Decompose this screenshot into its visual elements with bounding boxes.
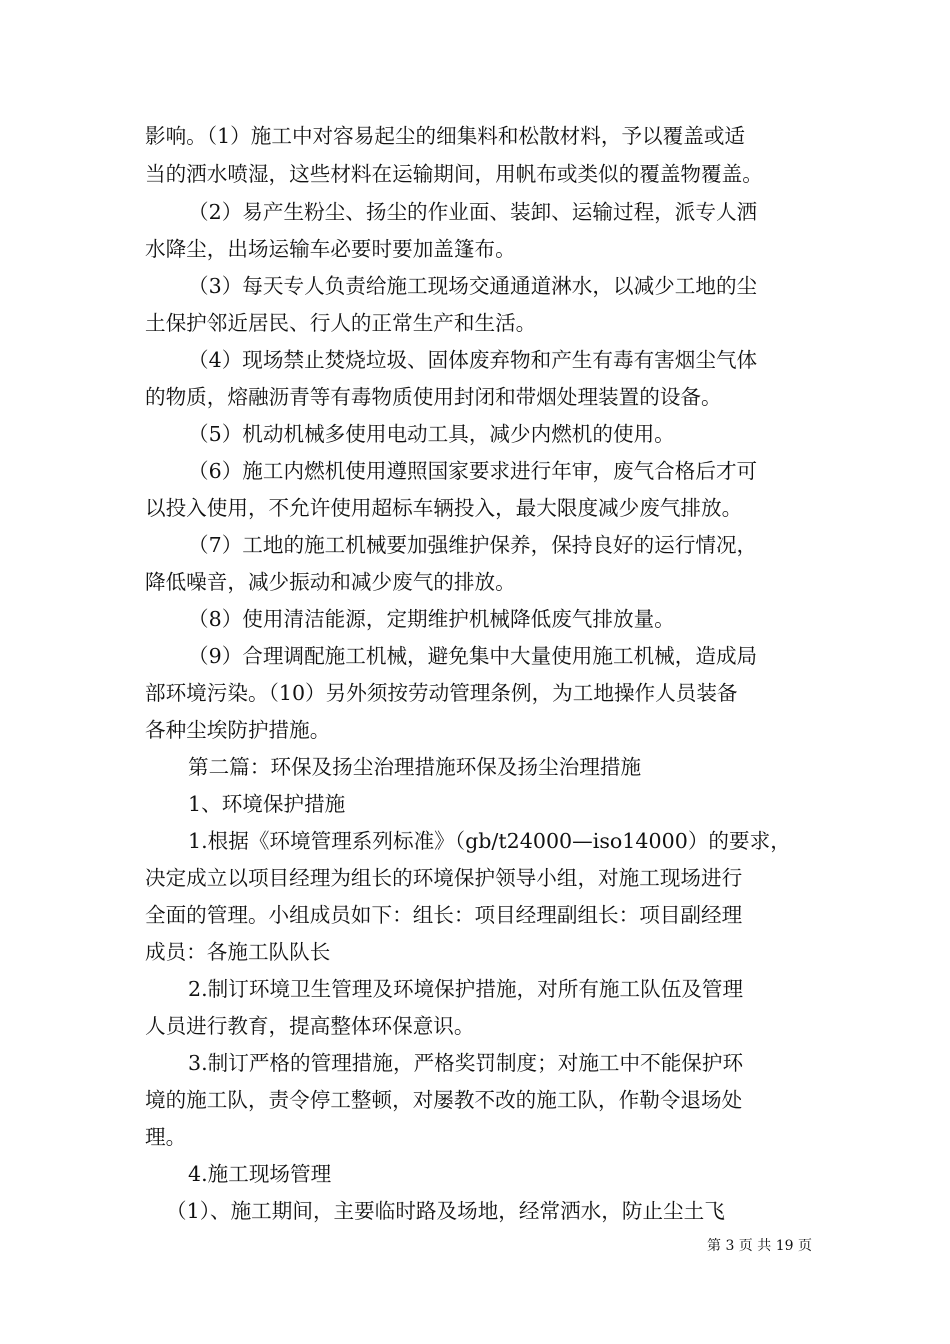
paragraph-line: （7）工地的施工机械要加强维护保养，保持良好的运行情况， — [188, 533, 758, 557]
paragraph-line: 以投入使用，不允许使用超标车辆投入，最大限度减少废气排放。 — [145, 496, 743, 520]
paragraph-line: 1.根据《环境管理系列标准》（gb/t24000—iso14000）的要求， — [188, 829, 791, 853]
page-number-footer: 第 3 页 共 19 页 — [707, 1238, 812, 1254]
paragraph-line: 部环境污染。（10）另外须按劳动管理条例，为工地操作人员装备 — [145, 681, 738, 705]
paragraph-line: 降低噪音，减少振动和减少废气的排放。 — [145, 570, 516, 594]
paragraph-line: 人员进行教育，提高整体环保意识。 — [145, 1014, 475, 1038]
subsection-heading: 4.施工现场管理 — [188, 1162, 332, 1186]
subsection-heading: 1、环境保护措施 — [188, 792, 346, 816]
paragraph-line: 的物质，熔融沥青等有毒物质使用封闭和带烟处理装置的设备。 — [145, 385, 722, 409]
paragraph-line: 决定成立以项目经理为组长的环境保护领导小组，对施工现场进行 — [145, 866, 743, 890]
paragraph-line: 成员：各施工队队长 — [145, 940, 331, 964]
paragraph-line: 土保护邻近居民、行人的正常生产和生活。 — [145, 311, 537, 335]
paragraph-line: （1）、施工期间，主要临时路及场地，经常洒水，防止尘土飞 — [166, 1199, 725, 1223]
paragraph-line: （2）易产生粉尘、扬尘的作业面、装卸、运输过程，派专人洒 — [188, 200, 758, 224]
paragraph-line: 各种尘埃防护措施。 — [145, 718, 331, 742]
paragraph-line: 水降尘，出场运输车必要时要加盖篷布。 — [145, 237, 516, 261]
paragraph-line: （9）合理调配施工机械，避免集中大量使用施工机械，造成局 — [188, 644, 758, 668]
paragraph-line: （8）使用清洁能源，定期维护机械降低废气排放量。 — [188, 607, 675, 631]
paragraph-line: （3）每天专人负责给施工现场交通通道淋水，以减少工地的尘 — [188, 274, 758, 298]
paragraph-line: （6）施工内燃机使用遵照国家要求进行年审，废气合格后才可 — [188, 459, 758, 483]
paragraph-line: （5）机动机械多使用电动工具，减少内燃机的使用。 — [188, 422, 675, 446]
paragraph-line: 3.制订严格的管理措施，严格奖罚制度；对施工中不能保护环 — [188, 1051, 744, 1075]
section-heading: 第二篇：环保及扬尘治理措施环保及扬尘治理措施 — [188, 755, 642, 779]
paragraph-line: 2.制订环境卫生管理及环境保护措施，对所有施工队伍及管理 — [188, 977, 744, 1001]
paragraph-line: 理。 — [145, 1125, 187, 1149]
paragraph-line: 全面的管理。小组成员如下：组长：项目经理副组长：项目副经理 — [145, 903, 743, 927]
paragraph-line: 当的洒水喷湿，这些材料在运输期间，用帆布或类似的覆盖物覆盖。 — [145, 162, 763, 186]
paragraph-line: 境的施工队，责令停工整顿，对屡教不改的施工队，作勒令退场处 — [145, 1088, 743, 1112]
paragraph-line: 影响。（1）施工中对容易起尘的细集料和松散材料，予以覆盖或适 — [145, 124, 746, 148]
paragraph-line: （4）现场禁止焚烧垃圾、固体废弃物和产生有毒有害烟尘气体 — [188, 348, 758, 372]
